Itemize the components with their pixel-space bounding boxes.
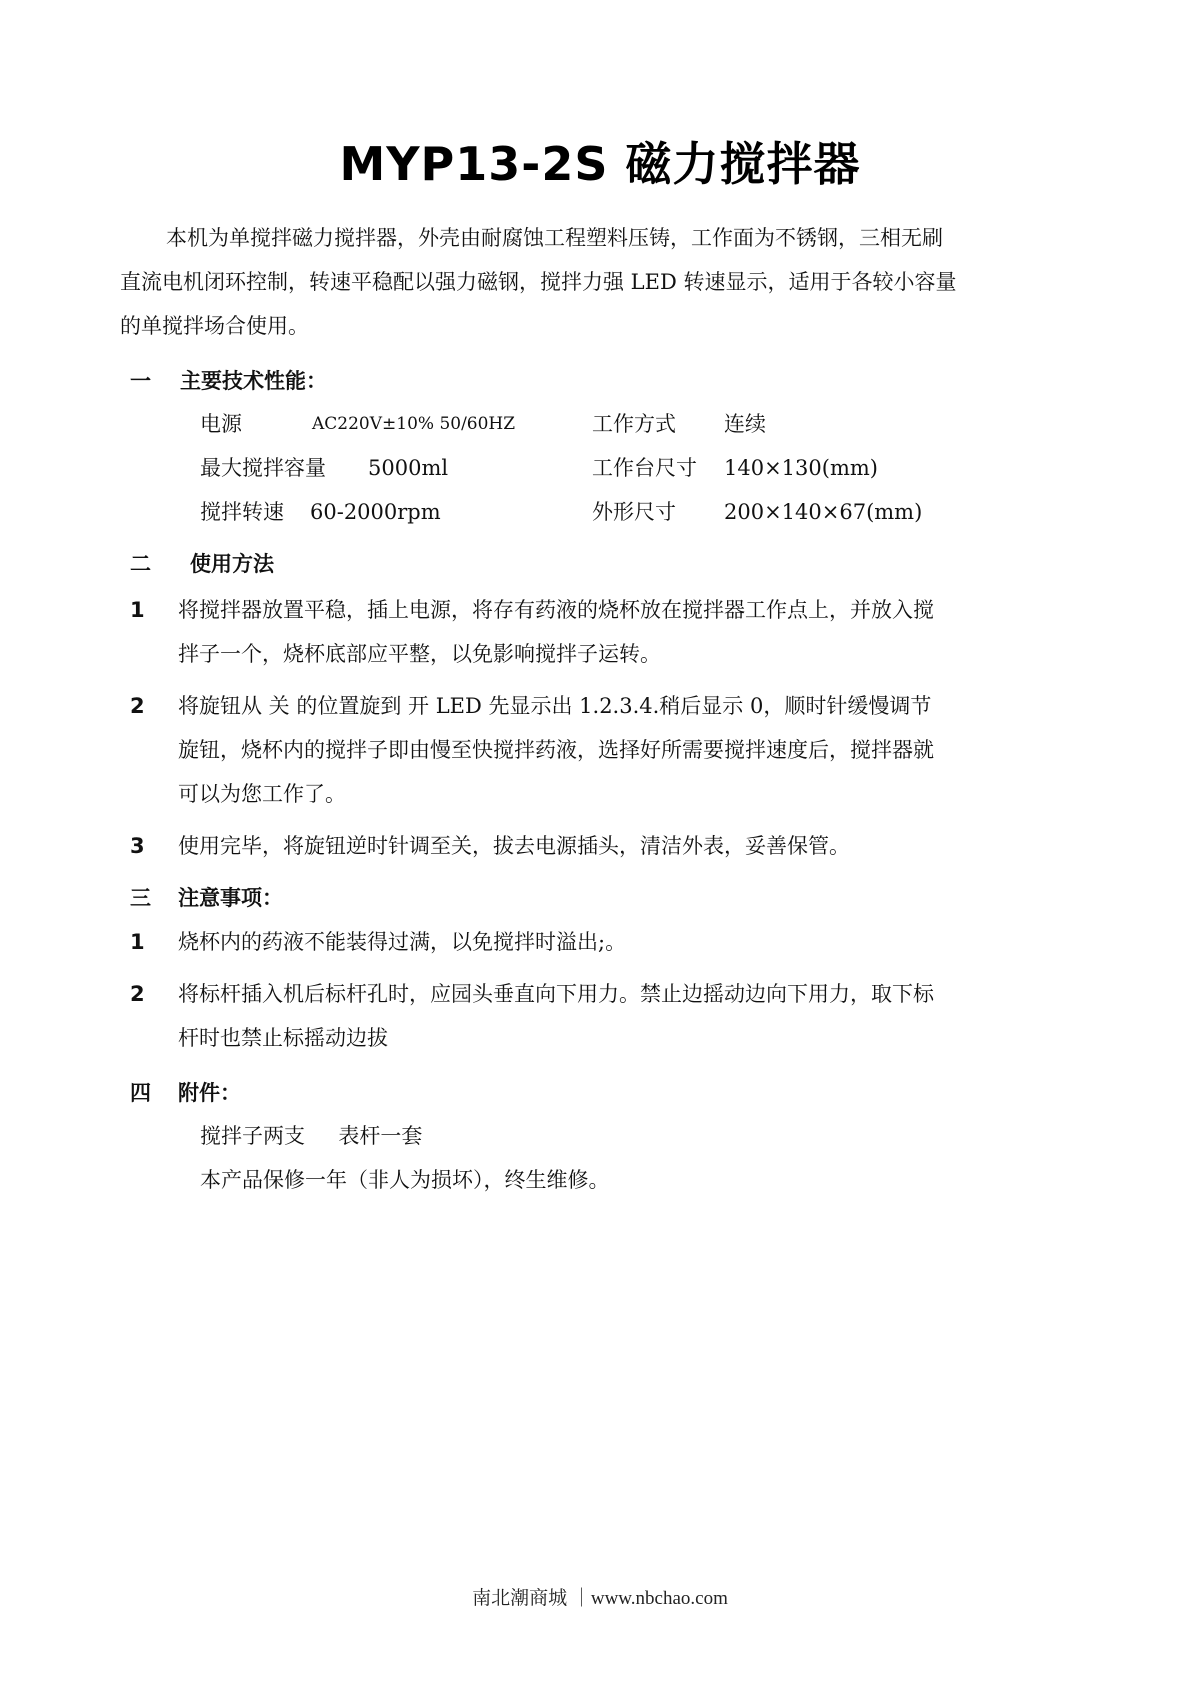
note-1-line-1: 烧杯内的药液不能装得过满，以免搅拌时溢出;。: [178, 930, 627, 954]
usage-3-line-1: 使用完毕，将旋钮逆时针调至关，拔去电源插头，清洁外表，妥善保管。: [178, 834, 850, 858]
usage-2-line-2: 旋钮，烧杯内的搅拌子即由慢至快搅拌药液，选择好所需要搅拌速度后，搅拌器就: [178, 738, 934, 762]
note-2-line-1: 将标杆插入机后标杆孔时，应园头垂直向下用力。禁止边摇动边向下用力，取下标: [178, 982, 934, 1006]
spec-label-plate: 工作台尺寸: [592, 456, 697, 480]
document-title: MYP13-2S 磁力搅拌器: [339, 137, 861, 191]
usage-2-line-1: 将旋钮从 关 的位置旋到 开 LED 先显示出 1.2.3.4.稍后显示 0，顺时针缓慢调节: [178, 694, 932, 718]
usage-1-number: 1: [130, 598, 145, 622]
section-1-number: 一: [130, 369, 151, 393]
spec-value-speed: 60-2000rpm: [310, 500, 441, 524]
section-2-number: 二: [130, 552, 151, 576]
spec-label-speed: 搅拌转速: [200, 500, 284, 524]
section-4-number: 四: [130, 1081, 151, 1105]
usage-2-line-3: 可以为您工作了。: [178, 782, 346, 806]
section-3-number: 三: [130, 886, 151, 910]
footer-source: 南北潮商城 ｜www.nbchao.com: [472, 1588, 728, 1609]
spec-label-capacity: 最大搅拌容量: [200, 456, 326, 480]
usage-2-number: 2: [130, 694, 145, 718]
spec-label-power: 电源: [200, 412, 242, 436]
spec-label-mode: 工作方式: [592, 412, 676, 436]
spec-label-dimensions: 外形尺寸: [592, 500, 676, 524]
spec-value-plate: 140×130(mm): [724, 456, 878, 480]
intro-line-2: 直流电机闭环控制，转速平稳配以强力磁钢，搅拌力强 LED 转速显示，适用于各较小容量: [120, 270, 957, 294]
section-2-heading: 使用方法: [190, 552, 274, 576]
intro-line-3: 的单搅拌场合使用。: [120, 314, 309, 338]
accessories-items: 搅拌子两支 表杆一套: [200, 1124, 423, 1148]
section-4-heading: 附件：: [178, 1081, 241, 1105]
note-1-number: 1: [130, 930, 145, 954]
section-3-heading: 注意事项：: [178, 886, 283, 910]
section-1-heading: 主要技术性能：: [180, 369, 327, 393]
usage-3-number: 3: [130, 834, 145, 858]
usage-1-line-2: 拌子一个，烧杯底部应平整，以免影响搅拌子运转。: [178, 642, 661, 666]
spec-value-power: AC220V±10% 50/60HZ: [312, 414, 516, 434]
note-2-number: 2: [130, 982, 145, 1006]
spec-value-capacity: 5000ml: [368, 456, 449, 480]
usage-1-line-1: 将搅拌器放置平稳，插上电源，将存有药液的烧杯放在搅拌器工作点上，并放入搅: [178, 598, 934, 622]
warranty-text: 本产品保修一年（非人为损坏），终生维修。: [200, 1168, 610, 1192]
spec-value-mode: 连续: [724, 412, 766, 436]
note-2-line-2: 杆时也禁止标摇动边拔: [178, 1026, 388, 1050]
intro-line-1: 本机为单搅拌磁力搅拌器，外壳由耐腐蚀工程塑料压铸，工作面为不锈钢，三相无刷: [166, 226, 943, 250]
spec-value-dimensions: 200×140×67(mm): [724, 500, 923, 524]
